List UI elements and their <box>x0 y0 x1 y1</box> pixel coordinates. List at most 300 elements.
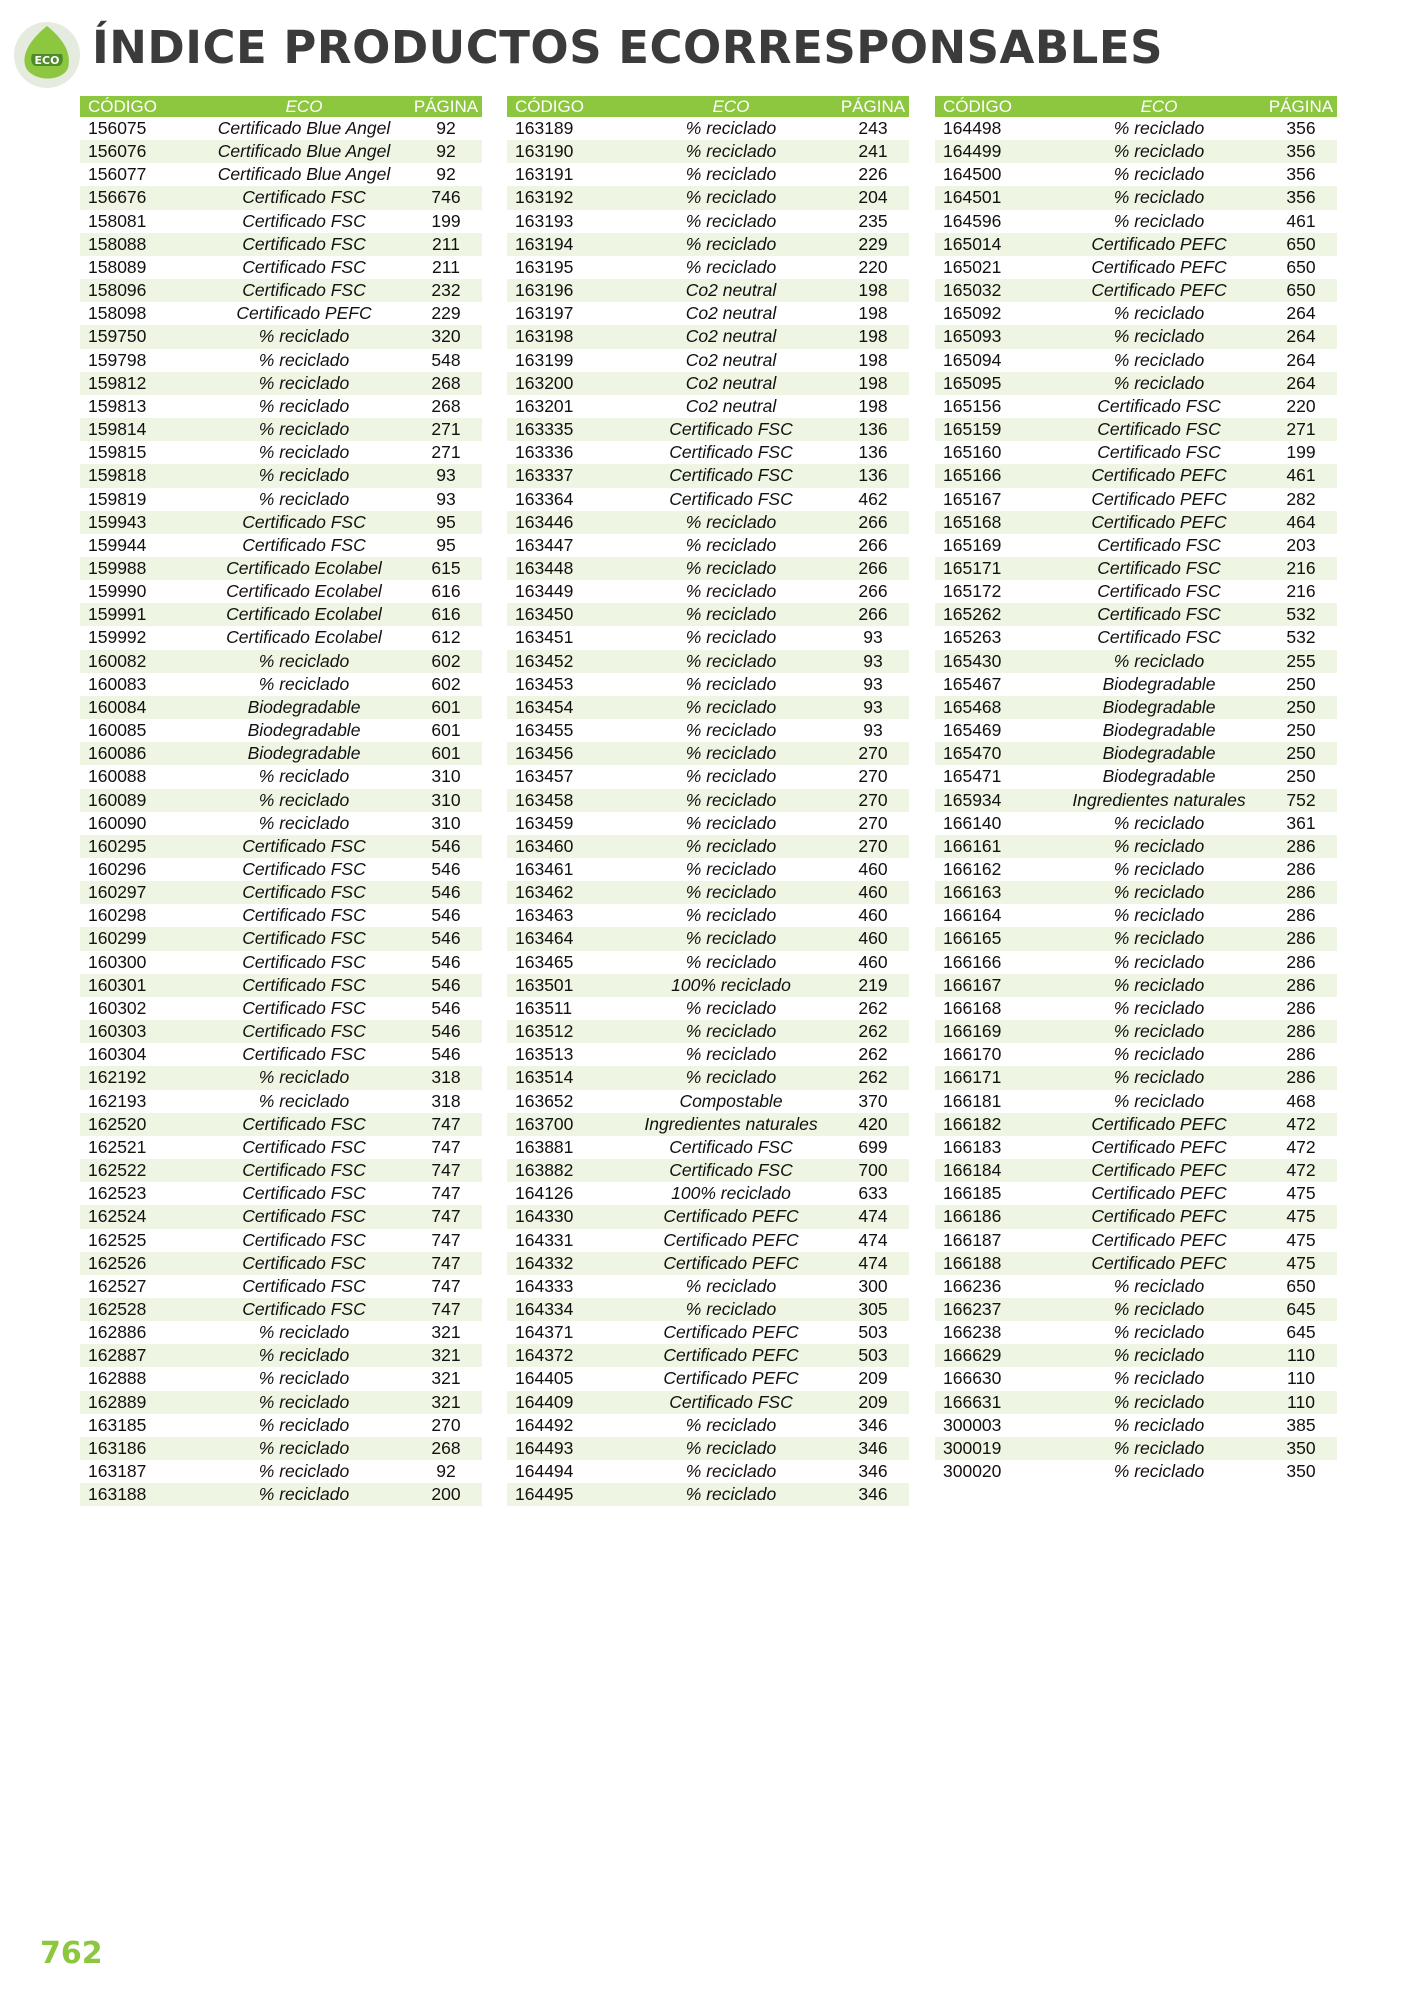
page-ref: 460 <box>858 905 888 926</box>
product-code: 164492 <box>515 1414 574 1435</box>
table-row <box>80 1391 482 1414</box>
product-code: 165934 <box>935 789 1053 812</box>
page-ref: 601 <box>410 696 482 719</box>
product-code: 163200 <box>507 372 625 395</box>
eco-leaf-logo <box>12 20 82 90</box>
page-ref: 262 <box>837 1066 909 1089</box>
page-ref: 198 <box>858 303 888 324</box>
eco-label: Certificado FSC <box>1097 627 1221 648</box>
page-ref: 475 <box>1265 1205 1337 1228</box>
product-code: 162527 <box>88 1275 147 1296</box>
table-row <box>935 1159 1337 1182</box>
table-row <box>935 1344 1337 1367</box>
eco-label: % reciclado <box>685 812 777 833</box>
index-table <box>507 96 909 1506</box>
eco-label: Certificado PEFC <box>1091 1136 1227 1157</box>
page-ref: 199 <box>431 210 461 231</box>
page-ref: 310 <box>431 812 461 833</box>
eco-label: Certificado FSC <box>1097 581 1221 602</box>
page-ref: 318 <box>431 1090 461 1111</box>
product-code: 156077 <box>88 164 147 185</box>
eco-label: Certificado PEFC <box>1091 1229 1227 1250</box>
table-row <box>507 673 909 696</box>
table-row <box>80 186 482 209</box>
product-code: 165156 <box>943 395 1002 416</box>
product-code: 162521 <box>88 1136 147 1157</box>
table-row <box>935 765 1337 788</box>
page-ref: 95 <box>410 511 482 534</box>
table-row <box>507 1344 909 1367</box>
eco-label: Certificado FSC <box>242 997 366 1018</box>
page-ref: 300 <box>858 1275 888 1296</box>
eco-label: % reciclado <box>685 1414 777 1435</box>
product-code: 163463 <box>515 905 574 926</box>
page-ref: 264 <box>1286 349 1316 370</box>
table-row <box>507 742 909 765</box>
eco-label: Certificado FSC <box>198 974 410 997</box>
eco-label: Certificado FSC <box>1053 603 1265 626</box>
eco-label: Certificado FSC <box>242 859 366 879</box>
page-ref: 270 <box>837 742 909 765</box>
eco-label: Certificado FSC <box>1053 557 1265 580</box>
table-row <box>935 1252 1337 1275</box>
product-code: 164333 <box>515 1275 574 1296</box>
eco-label: % reciclado <box>625 1437 837 1460</box>
table-row <box>80 1298 482 1321</box>
page-ref: 612 <box>431 627 461 648</box>
page-ref: 346 <box>837 1483 909 1506</box>
table-row <box>935 789 1337 812</box>
table-row <box>80 1367 482 1390</box>
eco-label: Certificado FSC <box>1097 395 1221 416</box>
product-code: 166181 <box>943 1090 1002 1111</box>
page-ref: 95 <box>436 534 456 555</box>
product-code: 166163 <box>935 881 1053 904</box>
table-row <box>935 997 1337 1020</box>
eco-label: Certificado FSC <box>198 1252 410 1275</box>
table-row <box>935 325 1337 348</box>
table-row <box>507 904 909 927</box>
eco-label: Certificado Ecolabel <box>226 581 382 602</box>
product-code: 163882 <box>507 1159 625 1182</box>
page-ref: 645 <box>1265 1298 1337 1321</box>
table-row <box>80 325 482 348</box>
eco-label: % reciclado <box>1053 1298 1265 1321</box>
product-code: 166182 <box>935 1113 1053 1136</box>
page-ref: 250 <box>1265 696 1337 719</box>
table-row <box>935 186 1337 209</box>
page-ref: 747 <box>410 1252 482 1275</box>
logo-text: ECO <box>34 54 60 67</box>
eco-label: % reciclado <box>258 395 350 416</box>
table-row <box>935 349 1337 372</box>
table-row <box>935 441 1337 464</box>
table-row <box>80 927 482 950</box>
eco-label: % reciclado <box>1113 1322 1205 1343</box>
page-ref: 361 <box>1286 812 1316 833</box>
table-row <box>935 1275 1337 1298</box>
product-code: 163194 <box>507 233 625 256</box>
eco-label: Certificado FSC <box>198 511 410 534</box>
eco-label: % reciclado <box>198 1391 410 1414</box>
product-code: 163462 <box>507 881 625 904</box>
table-row <box>80 233 482 256</box>
table-row <box>935 1298 1337 1321</box>
table-header-row <box>507 96 909 117</box>
eco-label: % reciclado <box>1053 1020 1265 1043</box>
table-row <box>507 279 909 302</box>
table-row <box>507 464 909 487</box>
eco-label: % reciclado <box>1053 1066 1265 1089</box>
product-code: 162886 <box>88 1322 147 1343</box>
header-codigo: CÓDIGO <box>935 96 1053 117</box>
product-code: 159819 <box>88 488 147 509</box>
product-code: 160304 <box>88 1044 147 1065</box>
page-ref: 199 <box>1286 442 1316 463</box>
page-ref: 243 <box>858 118 888 138</box>
page-ref: 615 <box>410 557 482 580</box>
page-ref: 266 <box>837 511 909 534</box>
product-code: 166166 <box>943 951 1002 972</box>
page-ref: 503 <box>858 1322 888 1343</box>
table-row <box>935 1205 1337 1228</box>
page-ref: 321 <box>431 1322 461 1343</box>
product-code: 163197 <box>515 303 574 324</box>
page-ref: 270 <box>858 812 888 833</box>
table-row <box>80 256 482 279</box>
product-code: 156076 <box>80 140 198 163</box>
page-ref: 92 <box>436 118 456 138</box>
eco-label: % reciclado <box>1053 881 1265 904</box>
eco-label: Certificado Ecolabel <box>198 557 410 580</box>
table-row <box>507 1182 909 1205</box>
product-code: 165169 <box>943 534 1002 555</box>
eco-label: Ingredientes naturales <box>1053 789 1265 812</box>
page-ref: 650 <box>1265 233 1337 256</box>
table-row <box>935 927 1337 950</box>
product-code: 164500 <box>943 164 1002 185</box>
table-row <box>80 117 482 140</box>
table-row <box>80 1229 482 1252</box>
page-ref: 346 <box>837 1437 909 1460</box>
table-row <box>507 789 909 812</box>
product-code: 163512 <box>507 1020 625 1043</box>
page-ref: 633 <box>858 1183 888 1204</box>
eco-label: % reciclado <box>685 1044 777 1065</box>
eco-label: Certificado FSC <box>198 881 410 904</box>
page-ref: 546 <box>431 997 461 1018</box>
page-ref: 472 <box>1265 1159 1337 1182</box>
table-row <box>80 557 482 580</box>
page-ref: 266 <box>858 581 888 602</box>
page-ref: 462 <box>858 488 888 509</box>
page-ref: 475 <box>1286 1229 1316 1250</box>
eco-label: Certificado FSC <box>198 1205 410 1228</box>
eco-label: Certificado FSC <box>242 1275 366 1296</box>
page-ref: 211 <box>410 233 482 256</box>
product-code: 166165 <box>935 927 1053 950</box>
eco-label: % reciclado <box>1053 974 1265 997</box>
table-row <box>935 951 1337 974</box>
table-row <box>935 1391 1337 1414</box>
page-ref: 200 <box>410 1483 482 1506</box>
product-code: 164501 <box>935 186 1053 209</box>
table-row <box>80 673 482 696</box>
eco-label: % reciclado <box>685 256 777 277</box>
page-ref: 548 <box>431 349 461 370</box>
table-row <box>80 1113 482 1136</box>
page-ref: 270 <box>858 766 888 787</box>
eco-label: % reciclado <box>1053 1437 1265 1460</box>
table-row <box>80 974 482 997</box>
product-code: 163461 <box>515 859 574 879</box>
eco-label: Certificado PEFC <box>1053 1159 1265 1182</box>
product-code: 163501 <box>507 974 625 997</box>
page-ref: 700 <box>837 1159 909 1182</box>
table-row <box>935 302 1337 325</box>
table-row <box>935 557 1337 580</box>
eco-label: Certificado FSC <box>242 1136 366 1157</box>
table-header-row <box>80 96 482 117</box>
eco-label: % reciclado <box>258 1461 350 1482</box>
page-ref: 650 <box>1286 1275 1316 1296</box>
page-ref: 219 <box>837 974 909 997</box>
product-code: 165167 <box>943 488 1002 509</box>
product-code: 166187 <box>943 1229 1002 1250</box>
product-code: 165093 <box>935 325 1053 348</box>
eco-label: % reciclado <box>198 464 410 487</box>
table-row <box>935 1113 1337 1136</box>
eco-label: Certificado FSC <box>1053 418 1265 441</box>
product-code: 164331 <box>515 1229 574 1250</box>
page-ref: 747 <box>410 1298 482 1321</box>
page-ref: 601 <box>431 720 461 741</box>
table-row <box>935 1020 1337 1043</box>
page-ref: 110 <box>1265 1391 1337 1414</box>
page-ref: 270 <box>837 789 909 812</box>
eco-label: % reciclado <box>1113 905 1205 926</box>
page-ref: 136 <box>837 464 909 487</box>
product-code: 165263 <box>943 627 1002 648</box>
eco-label: Certificado PEFC <box>1053 1113 1265 1136</box>
table-row <box>935 858 1337 881</box>
product-code: 163198 <box>507 325 625 348</box>
table-row <box>935 1136 1337 1159</box>
eco-label: Certificado PEFC <box>1091 488 1227 509</box>
page-ref: 460 <box>837 927 909 950</box>
page-ref: 232 <box>410 279 482 302</box>
header-eco: ECO <box>1053 96 1265 117</box>
eco-label: Certificado PEFC <box>663 1322 799 1343</box>
eco-label: Certificado FSC <box>669 442 793 463</box>
table-row <box>80 835 482 858</box>
eco-label: % reciclado <box>625 789 837 812</box>
product-code: 163511 <box>515 997 573 1018</box>
product-code: 159992 <box>88 627 147 648</box>
page-ref: 209 <box>858 1368 888 1389</box>
table-row <box>935 881 1337 904</box>
eco-label: Certificado FSC <box>625 464 837 487</box>
product-code: 165014 <box>935 233 1053 256</box>
product-code: 163446 <box>507 511 625 534</box>
eco-label: Biodegradable <box>1053 696 1265 719</box>
page-ref: 310 <box>431 766 461 787</box>
product-code: 156676 <box>80 186 198 209</box>
eco-label: Certificado Blue Angel <box>198 140 410 163</box>
product-code: 159943 <box>80 511 198 534</box>
page-ref: 356 <box>1265 186 1337 209</box>
eco-label: Certificado FSC <box>242 1044 366 1065</box>
eco-label: % reciclado <box>198 1066 410 1089</box>
product-code: 163458 <box>507 789 625 812</box>
table-row <box>507 418 909 441</box>
product-code: 166167 <box>935 974 1053 997</box>
product-code: 160089 <box>80 789 198 812</box>
table-row <box>80 696 482 719</box>
table-row <box>507 650 909 673</box>
eco-label: % reciclado <box>625 603 837 626</box>
page-ref: 546 <box>431 859 461 879</box>
product-code: 165471 <box>943 766 1002 787</box>
eco-label: Certificado PEFC <box>1053 464 1265 487</box>
eco-label: % reciclado <box>1053 372 1265 395</box>
table-row <box>507 1414 909 1437</box>
table-row <box>507 812 909 835</box>
eco-label: Certificado FSC <box>625 418 837 441</box>
product-code: 163457 <box>515 766 574 787</box>
eco-label: Biodegradable <box>1102 720 1216 741</box>
table-row <box>80 534 482 557</box>
page-ref: 461 <box>1265 464 1337 487</box>
table-row <box>80 603 482 626</box>
product-code: 164405 <box>515 1368 574 1389</box>
product-code: 166631 <box>935 1391 1053 1414</box>
page-ref: 602 <box>431 673 461 694</box>
product-code: 164330 <box>507 1205 625 1228</box>
table-row <box>935 673 1337 696</box>
table-row <box>80 395 482 418</box>
page-ref: 92 <box>436 164 456 185</box>
eco-label: % reciclado <box>625 650 837 673</box>
product-code: 162524 <box>80 1205 198 1228</box>
eco-label: % reciclado <box>1053 835 1265 858</box>
page-ref: 747 <box>431 1275 461 1296</box>
page-ref: 460 <box>837 881 909 904</box>
table-row <box>507 210 909 233</box>
eco-label: % reciclado <box>1113 1461 1205 1482</box>
product-code: 163454 <box>507 696 625 719</box>
eco-label: % reciclado <box>685 1461 777 1482</box>
page-ref: 699 <box>858 1136 888 1157</box>
product-code: 163190 <box>507 140 625 163</box>
table-row <box>935 464 1337 487</box>
table-row <box>80 1483 482 1506</box>
page-ref: 460 <box>858 951 888 972</box>
table-row <box>507 511 909 534</box>
eco-label: % reciclado <box>1053 325 1265 348</box>
product-code: 165168 <box>935 511 1053 534</box>
product-code: 166140 <box>943 812 1002 833</box>
product-code: 158098 <box>88 303 147 324</box>
table-row <box>935 1182 1337 1205</box>
eco-label: % reciclado <box>258 442 350 463</box>
eco-label: Certificado PEFC <box>625 1205 837 1228</box>
page-ref: 474 <box>858 1229 888 1250</box>
page-ref: 282 <box>1286 488 1316 509</box>
page-ref: 136 <box>858 442 888 463</box>
table-row <box>507 325 909 348</box>
product-code: 166164 <box>943 905 1002 926</box>
index-column <box>935 96 1334 1483</box>
table-row <box>507 858 909 881</box>
product-code: 163188 <box>80 1483 198 1506</box>
eco-label: % reciclado <box>685 997 777 1018</box>
product-code: 159812 <box>80 372 198 395</box>
eco-label: % reciclado <box>625 742 837 765</box>
eco-label: % reciclado <box>1113 812 1205 833</box>
page-ref: 546 <box>431 951 461 972</box>
table-row <box>80 719 482 742</box>
eco-label: % reciclado <box>685 905 777 926</box>
page-ref: 546 <box>410 927 482 950</box>
product-code: 162525 <box>88 1229 147 1250</box>
eco-label: Certificado PEFC <box>1091 256 1227 277</box>
product-code: 163447 <box>515 534 574 555</box>
table-row <box>507 765 909 788</box>
table-row <box>80 163 482 186</box>
eco-label: % reciclado <box>198 1344 410 1367</box>
eco-label: Certificado FSC <box>242 256 366 277</box>
page-ref: 93 <box>863 627 883 648</box>
eco-label: Certificado FSC <box>198 279 410 302</box>
page-ref: 474 <box>837 1205 909 1228</box>
page-ref: 601 <box>410 742 482 765</box>
page-ref: 468 <box>1286 1090 1316 1111</box>
table-row <box>507 1321 909 1344</box>
product-code: 165160 <box>943 442 1002 463</box>
product-code: 163465 <box>515 951 574 972</box>
product-code: 164372 <box>507 1344 625 1367</box>
eco-label: Certificado PEFC <box>1091 1183 1227 1204</box>
page-ref: 268 <box>410 1437 482 1460</box>
page-ref: 385 <box>1286 1414 1316 1435</box>
eco-label: % reciclado <box>258 488 350 509</box>
page-ref: 503 <box>837 1344 909 1367</box>
product-code: 165469 <box>943 720 1002 741</box>
product-code: 163336 <box>515 442 574 463</box>
index-column <box>80 96 479 1506</box>
eco-label: Compostable <box>679 1090 783 1111</box>
eco-label: % reciclado <box>1113 1414 1205 1435</box>
table-row <box>507 488 909 511</box>
header-pagina: PÁGINA <box>410 96 482 117</box>
product-code: 159991 <box>80 603 198 626</box>
eco-label: % reciclado <box>625 557 837 580</box>
page-ref: 461 <box>1286 210 1316 231</box>
product-code: 159990 <box>88 581 147 602</box>
product-code: 163193 <box>515 210 574 231</box>
table-row <box>80 511 482 534</box>
product-code: 300019 <box>935 1437 1053 1460</box>
table-row <box>80 418 482 441</box>
table-row <box>80 951 482 974</box>
product-code: 166236 <box>943 1275 1002 1296</box>
eco-label: Biodegradable <box>247 720 361 741</box>
product-code: 166168 <box>943 997 1002 1018</box>
page-ref: 198 <box>837 372 909 395</box>
product-code: 163452 <box>507 650 625 673</box>
eco-label: % reciclado <box>198 1483 410 1506</box>
